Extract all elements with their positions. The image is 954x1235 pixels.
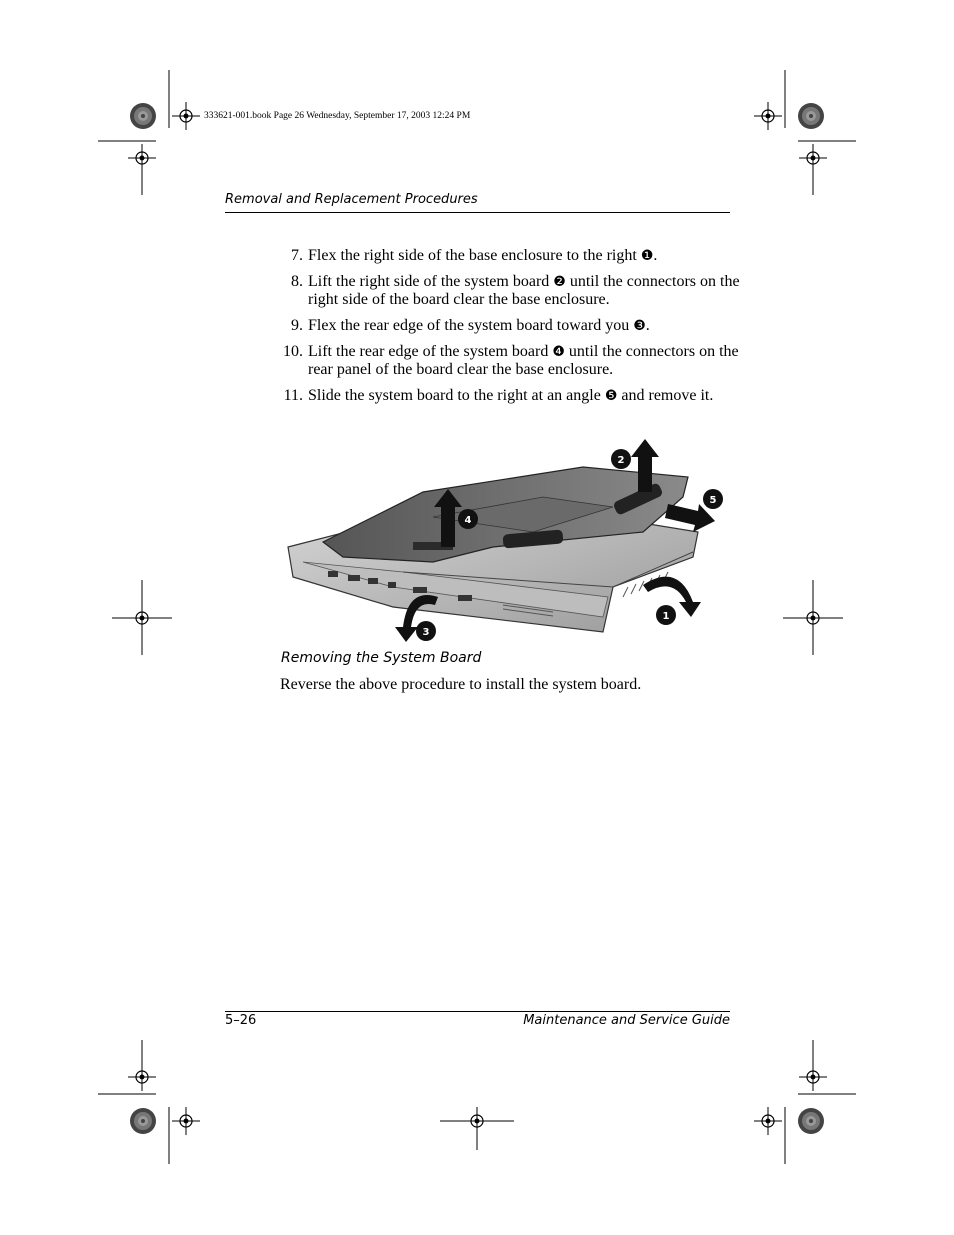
step-text: Flex the right side of the base enclosure to the right (308, 247, 641, 264)
callout-marker: ❹ (552, 344, 565, 360)
step-text-end: until the connectors on the rear panel of the board clear the base enclosure. (308, 343, 739, 378)
step-number: 11. (283, 387, 303, 404)
step-number: 8. (291, 273, 303, 290)
system-board-illustration (283, 437, 733, 647)
callout-marker: ❷ (553, 274, 566, 290)
callout-marker: ❶ (640, 248, 654, 264)
step-number: 9. (291, 317, 303, 334)
step-text: Slide the system board to the right at an angle (308, 387, 605, 404)
step-item (280, 273, 740, 309)
step-text-end: and remove it. (617, 387, 714, 404)
step-text: Lift the rear edge of the system board (308, 343, 553, 360)
step-number: 10. (283, 343, 303, 360)
step-text-end: . (645, 317, 650, 334)
step-text: Lift the right side of the system board (308, 273, 554, 290)
closing-paragraph: Reverse the above procedure to install the system board. (280, 676, 642, 693)
figure-caption: Removing the System Board (281, 650, 482, 666)
print-info: 333621-001.book Page 26 Wednesday, September 17, 2003 12:24 PM (204, 111, 471, 121)
header-rule (225, 212, 730, 213)
callout-marker: ❺ (604, 388, 618, 404)
step-text: Flex the rear edge of the system board toward you (308, 317, 634, 334)
callout-label: 1 (662, 611, 670, 622)
step-item (280, 247, 740, 265)
callout-marker: ❸ (633, 318, 646, 334)
callout-label: 3 (422, 627, 430, 638)
callout-label: 2 (617, 455, 625, 466)
step-item (280, 387, 740, 405)
step-text-end: . (653, 247, 658, 264)
callout-label: 5 (709, 495, 717, 506)
footer-rule (225, 1011, 730, 1012)
step-number: 7. (291, 247, 303, 264)
procedure-steps (280, 247, 740, 413)
page-number: 5–26 (225, 1013, 257, 1028)
section-header: Removal and Replacement Procedures (225, 192, 478, 207)
step-text-end: until the connectors on the right side of the board clear the base enclosure. (308, 273, 740, 308)
book-title: Maintenance and Service Guide (523, 1013, 730, 1028)
step-item (280, 317, 740, 335)
callout-label: 4 (464, 515, 472, 526)
step-item (280, 343, 740, 379)
